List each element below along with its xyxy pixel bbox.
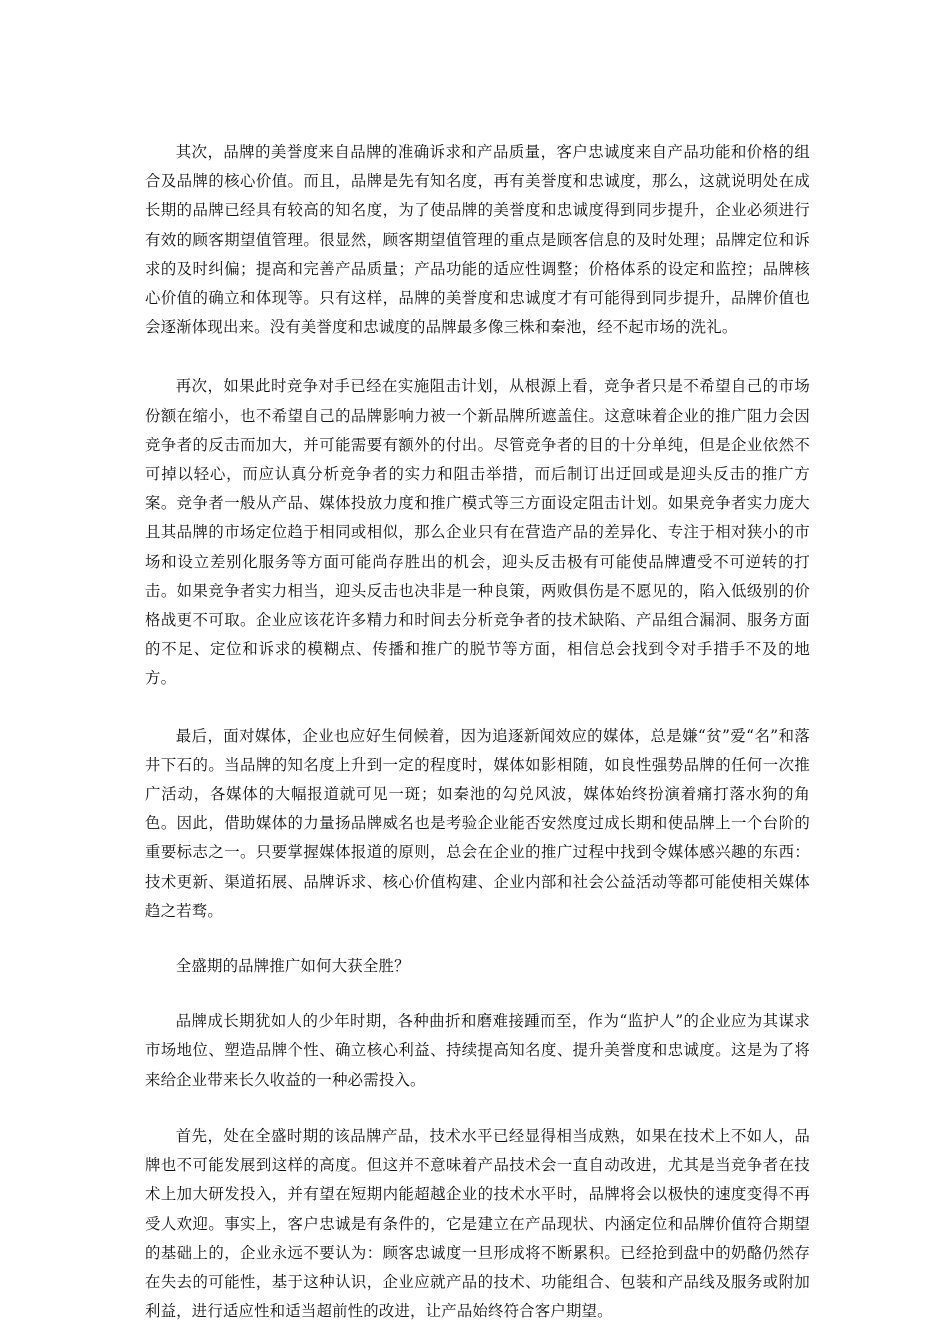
paragraph-competitor-response: 再次，如果此时竞争对手已经在实施阻击计划，从根源上看，竞争者只是不希望自己的市场份额在缩小，也不希望自己的品牌影响力被一个新品牌所遮盖住。这意味着企业的推广阻力会因竞争者的反击而加大，并可能需要有额外的付出。尽管竞争者的目的十分单纯，但是企业依然不可掉以轻心，而应认真分析竞争者的实力和阻击举措，而后制订出迂回或是迎头反击的推广方案。竞争者一般从产品、媒体投放力度和推广模式等三方面设定阻击计划。如果竞争者实力庞大且其品牌的市场定位趋于相同或相似，那么企业只有在营造产品的差异化、专注于相对狭小的市场和设立差别化服务等方面可能尚存胜出的机会，迎头反击极有可能使品牌遭受不可逆转的打击。如果竞争者实力相当，迎头反击也决非是一种良策，两败俱伤是不愿见的，陷入低级别的价格战更不可取。企业应该花许多精力和时间去分析竞争者的技术缺陷、产品组合漏洞、服务方面的不足、定位和诉求的模糊点、传播和推广的脱节等方面，相信总会找到令对手措手不及的地方。 [145,377,810,688]
paragraph-growth-stage: 品牌成长期犹如人的少年时期，各种曲折和磨难接踵而至，作为“监护人”的企业应为其谋求市场地位、塑造品牌个性、确立核心利益、持续提高知名度、提升美誉度和忠诚度。这是为了将来给企业带来长久收益的一种必需投入。 [145,1012,810,1089]
paragraph-media-relations: 最后，面对媒体，企业也应好生伺候着，因为追逐新闻效应的媒体，总是嫌“贫”爱“名”和落井下石的。当品牌的知名度上升到一定的程度时，媒体如影相随，如良性强势品牌的任何一次推广活动，各媒体的大幅报道就可见一斑；如秦池的勾兑风波，媒体始终扮演着痛打落水狗的角色。因此，借助媒体的力量扬品牌威名也是考验企业能否安然度过成长期和使品牌上一个台阶的重要标志之一。只要掌握媒体报道的原则，总会在企业的推广过程中找到令媒体感兴趣的东西：技术更新、渠道拓展、品牌诉求、核心价值构建、企业内部和社会公益活动等都可能使相关媒体趋之若骛。 [145,726,810,920]
document-body [145,138,810,1326]
paragraph-brand-reputation: 其次，品牌的美誉度来自品牌的准确诉求和产品质量，客户忠诚度来自产品功能和价格的组合及品牌的核心价值。而且，品牌是先有知名度，再有美誉度和忠诚度，那么，这就说明处在成长期的品牌已经具有较高的知名度，为了使品牌的美誉度和忠诚度得到同步提升，企业必须进行有效的顾客期望值管理。很显然，顾客期望值管理的重点是顾客信息的及时处理；品牌定位和诉求的及时纠偏；提高和完善产品质量；产品功能的适应性调整；价格体系的设定和监控；品牌核心价值的确立和体现等。只有这样，品牌的美誉度和忠诚度才有可能得到同步提升，品牌价值也会逐渐体现出来。没有美誉度和忠诚度的品牌最多像三株和秦池，经不起市场的洗礼。 [145,143,810,337]
section-heading: 全盛期的品牌推广如何大获全胜？ [175,957,410,976]
paragraph-peak-technology: 首先，处在全盛时期的该品牌产品，技术水平已经显得相当成熟，如果在技术上不如人，品牌也不可能发展到这样的高度。但这并不意味着产品技术会一直自动改进，尤其是当竞争者在技术上加大研发投入，并有望在短期内能超越企业的技术水平时，品牌将会以极快的速度变得不再受人欢迎。事实上，客户忠诚是有条件的，它是建立在产品现状、内涵定位和品牌价值符合期望的基础上的，企业永远不要认为：顾客忠诚度一旦形成将不断累积。已经抢到盘中的奶酪仍然存在失去的可能性，基于这种认识，企业应就产品的技术、功能组合、包装和产品线及服务或附加利益，进行适应性和适当超前性的改进，让产品始终符合客户期望。 [145,1126,810,1321]
